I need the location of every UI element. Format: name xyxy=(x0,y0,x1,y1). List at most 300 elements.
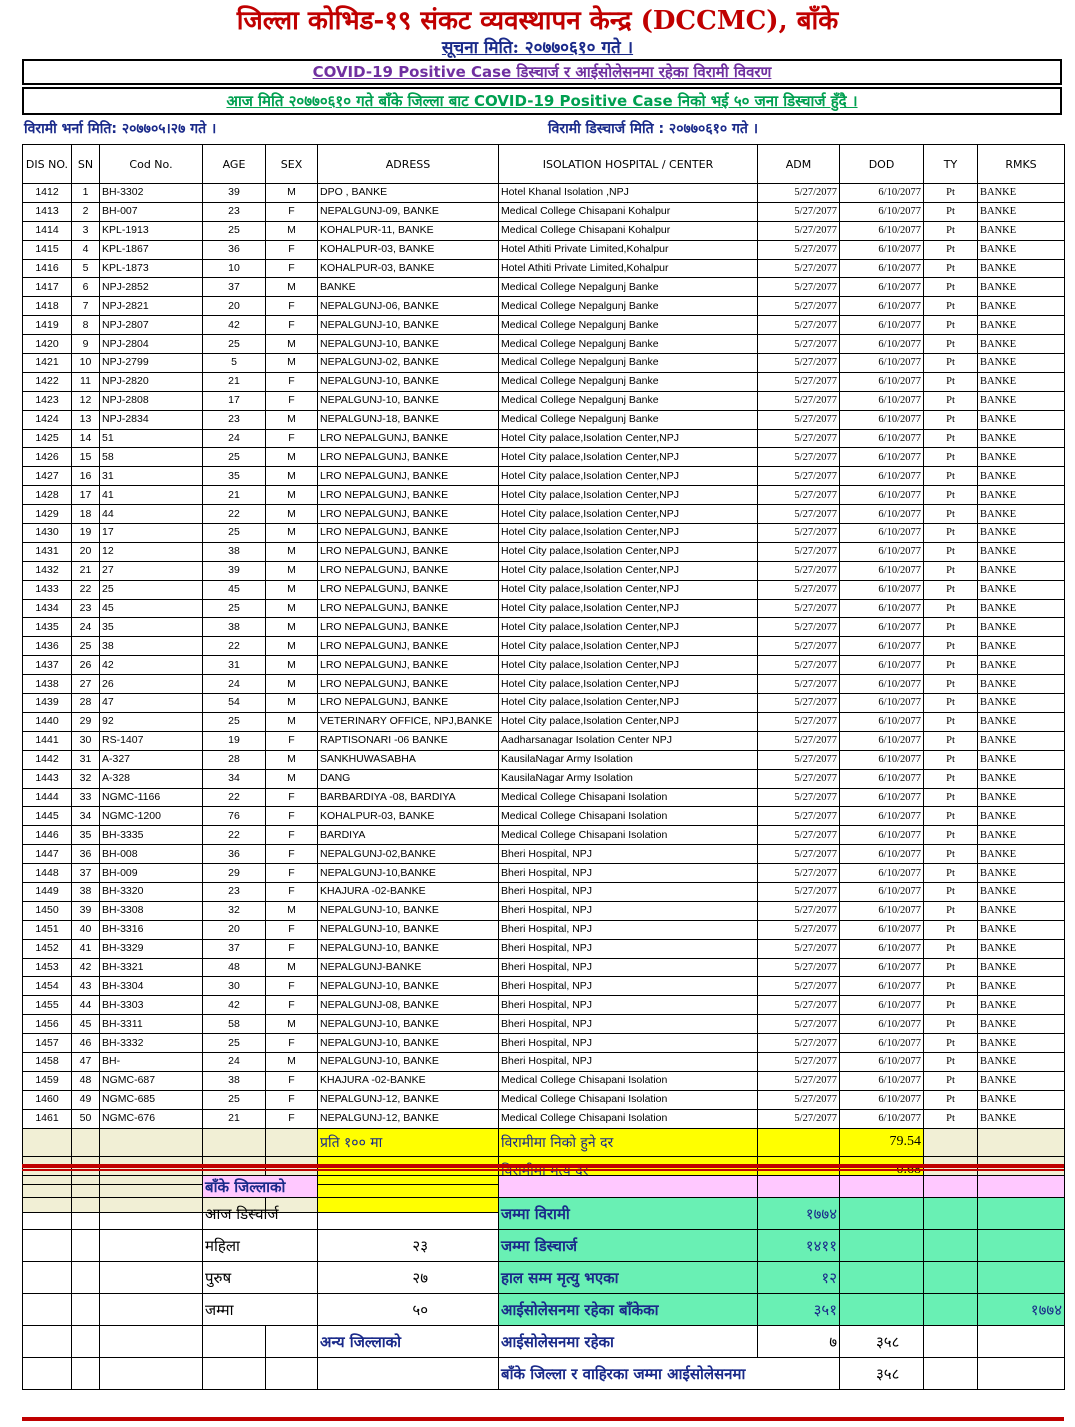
table-cell: KausilaNagar Army Isolation xyxy=(499,750,758,769)
table-row xyxy=(23,845,1065,864)
table-cell: 27 xyxy=(100,561,203,580)
table-cell: NPJ-2804 xyxy=(100,335,203,354)
table-cell: 1456 xyxy=(23,1015,72,1034)
table-cell: 5/27/2077 xyxy=(758,221,840,240)
footer-row xyxy=(23,1358,1065,1390)
table-cell: LRO NEPALGUNJ, BANKE xyxy=(318,637,499,656)
table-cell: 28 xyxy=(203,750,266,769)
table-row xyxy=(23,996,1065,1015)
isolation-banke-extra: १७७४ xyxy=(978,1294,1065,1326)
table-cell: 1449 xyxy=(23,882,72,901)
table-cell: 50 xyxy=(72,1109,100,1128)
table-cell: NEPALGUNJ-10, BANKE xyxy=(318,939,499,958)
table-cell: BANKE xyxy=(978,240,1065,259)
table-cell: 5/27/2077 xyxy=(758,712,840,731)
page-title: जिल्ला कोभिड-१९ संकट व्यवस्थापन केन्द्र (DCCMC), बाँके xyxy=(236,6,839,36)
table-cell: 33 xyxy=(72,788,100,807)
table-cell: 1440 xyxy=(23,712,72,731)
table-row xyxy=(23,731,1065,750)
table-cell: NEPALGUNJ-02,BANKE xyxy=(318,845,499,864)
table-cell: 1444 xyxy=(23,788,72,807)
table-cell: M xyxy=(266,958,318,977)
table-cell: 1447 xyxy=(23,845,72,864)
table-cell: LRO NEPALGUNJ, BANKE xyxy=(318,429,499,448)
table-cell: 24 xyxy=(203,675,266,694)
table-cell: 23 xyxy=(72,599,100,618)
table-cell: 5/27/2077 xyxy=(758,1052,840,1071)
table-cell: 13 xyxy=(72,410,100,429)
divider-bar xyxy=(22,1169,1064,1171)
table-cell: Hotel City palace,Isolation Center,NPJ xyxy=(499,712,758,731)
table-cell: Medical College Chisapani Isolation xyxy=(499,1090,758,1109)
table-cell: BANKE xyxy=(978,542,1065,561)
female-value: २३ xyxy=(318,1230,499,1262)
table-cell: BANKE xyxy=(978,712,1065,731)
table-cell: Medical College Nepalgunj Banke xyxy=(499,335,758,354)
table-cell: BANKE xyxy=(978,731,1065,750)
table-cell: F xyxy=(266,372,318,391)
table-cell: 1416 xyxy=(23,259,72,278)
table-cell: LRO NEPALGUNJ, BANKE xyxy=(318,656,499,675)
table-cell: Pt xyxy=(924,788,978,807)
col-header: RMKS xyxy=(978,145,1065,184)
table-cell: Hotel City palace,Isolation Center,NPJ xyxy=(499,618,758,637)
table-cell: BANKE xyxy=(978,580,1065,599)
table-cell: BANKE xyxy=(978,316,1065,335)
table-cell: M xyxy=(266,184,318,203)
table-cell: 6/10/2077 xyxy=(840,977,924,996)
table-cell: 5/27/2077 xyxy=(758,297,840,316)
table-cell: 28 xyxy=(72,694,100,713)
table-cell: Bheri Hospital, NPJ xyxy=(499,845,758,864)
table-cell: 19 xyxy=(72,524,100,543)
table-cell: Pt xyxy=(924,561,978,580)
table-cell: Pt xyxy=(924,184,978,203)
table-cell: BH-009 xyxy=(100,864,203,883)
table-cell: 25 xyxy=(203,712,266,731)
table-cell: NPJ-2852 xyxy=(100,278,203,297)
table-cell: LRO NEPALGUNJ, BANKE xyxy=(318,694,499,713)
table-cell: Medical College Chisapani Isolation xyxy=(499,1109,758,1128)
col-header: ADM xyxy=(758,145,840,184)
table-cell: BANKE xyxy=(978,448,1065,467)
report-subtitle: COVID-19 Positive Case डिस्चार्ज र आईसोलेसनमा रहेका विरामी विवरण xyxy=(22,59,1062,85)
table-cell: 1428 xyxy=(23,486,72,505)
table-cell: 5/27/2077 xyxy=(758,920,840,939)
table-cell: BANKE xyxy=(978,807,1065,826)
table-cell: 11 xyxy=(72,372,100,391)
table-cell: BANKE xyxy=(978,467,1065,486)
table-cell: Bheri Hospital, NPJ xyxy=(499,977,758,996)
table-cell: 19 xyxy=(203,731,266,750)
table-cell: Bheri Hospital, NPJ xyxy=(499,996,758,1015)
table-cell: M xyxy=(266,694,318,713)
table-cell: M xyxy=(266,278,318,297)
table-cell: KOHALPUR-11, BANKE xyxy=(318,221,499,240)
table-cell: M xyxy=(266,486,318,505)
table-cell: Pt xyxy=(924,712,978,731)
table-cell: 25 xyxy=(100,580,203,599)
table-cell: M xyxy=(266,410,318,429)
table-cell: RAPTISONARI -06 BANKE xyxy=(318,731,499,750)
table-cell: 5/27/2077 xyxy=(758,694,840,713)
table-cell: NEPALGUNJ-06, BANKE xyxy=(318,297,499,316)
table-cell: Pt xyxy=(924,467,978,486)
table-cell: Pt xyxy=(924,1109,978,1128)
table-cell: KPL-1873 xyxy=(100,259,203,278)
table-row xyxy=(23,675,1065,694)
table-cell: M xyxy=(266,1015,318,1034)
col-header: SEX xyxy=(266,145,318,184)
table-cell: F xyxy=(266,259,318,278)
table-cell: NEPALGUNJ-18, BANKE xyxy=(318,410,499,429)
table-cell: BH-3311 xyxy=(100,1015,203,1034)
table-cell: BANKE xyxy=(978,1052,1065,1071)
table-cell: 6/10/2077 xyxy=(840,599,924,618)
table-cell: Pt xyxy=(924,372,978,391)
table-cell: 5/27/2077 xyxy=(758,618,840,637)
table-cell: 6/10/2077 xyxy=(840,335,924,354)
table-cell: M xyxy=(266,448,318,467)
table-row xyxy=(23,316,1065,335)
table-cell: NPJ-2799 xyxy=(100,354,203,373)
table-row xyxy=(23,882,1065,901)
table-cell: BH-3304 xyxy=(100,977,203,996)
table-cell: BANKE xyxy=(978,656,1065,675)
table-cell: 38 xyxy=(203,542,266,561)
table-cell: 39 xyxy=(203,561,266,580)
table-cell: LRO NEPALGUNJ, BANKE xyxy=(318,542,499,561)
table-row xyxy=(23,807,1065,826)
table-cell: LRO NEPALGUNJ, BANKE xyxy=(318,561,499,580)
table-cell: 45 xyxy=(203,580,266,599)
table-cell: 5/27/2077 xyxy=(758,1071,840,1090)
table-cell: 1457 xyxy=(23,1034,72,1053)
male-value: २७ xyxy=(318,1262,499,1294)
table-cell: 6/10/2077 xyxy=(840,845,924,864)
table-cell: 1415 xyxy=(23,240,72,259)
table-cell: 5/27/2077 xyxy=(758,1109,840,1128)
table-cell: Hotel City palace,Isolation Center,NPJ xyxy=(499,429,758,448)
table-cell: 1459 xyxy=(23,1071,72,1090)
table-cell: 35 xyxy=(100,618,203,637)
table-cell: 21 xyxy=(72,561,100,580)
table-cell: BANKE xyxy=(978,278,1065,297)
table-cell: 58 xyxy=(203,1015,266,1034)
table-cell: NGMC-1200 xyxy=(100,807,203,826)
table-row xyxy=(23,202,1065,221)
table-cell: LRO NEPALGUNJ, BANKE xyxy=(318,524,499,543)
table-cell: Bheri Hospital, NPJ xyxy=(499,901,758,920)
notice-date: सूचना मिति: २०७७०६१० गते । xyxy=(441,38,634,58)
table-cell: 42 xyxy=(100,656,203,675)
table-cell: LRO NEPALGUNJ, BANKE xyxy=(318,599,499,618)
table-cell: 25 xyxy=(203,1034,266,1053)
table-cell: NEPALGUNJ-08, BANKE xyxy=(318,996,499,1015)
table-cell: NPJ-2834 xyxy=(100,410,203,429)
table-cell: Pt xyxy=(924,694,978,713)
table-cell: M xyxy=(266,656,318,675)
deaths-value: १२ xyxy=(758,1262,840,1294)
table-cell: 42 xyxy=(203,996,266,1015)
table-cell: NEPALGUNJ-10, BANKE xyxy=(318,1015,499,1034)
table-row xyxy=(23,694,1065,713)
table-cell: 6/10/2077 xyxy=(840,184,924,203)
col-header: ISOLATION HOSPITAL / CENTER xyxy=(499,145,758,184)
table-row xyxy=(23,1090,1065,1109)
table-cell: NEPALGUNJ-10, BANKE xyxy=(318,920,499,939)
table-cell: LRO NEPALGUNJ, BANKE xyxy=(318,580,499,599)
table-cell: 5/27/2077 xyxy=(758,939,840,958)
table-cell: 38 xyxy=(72,882,100,901)
table-cell: 25 xyxy=(203,599,266,618)
table-cell: BANKE xyxy=(318,278,499,297)
table-cell: Pt xyxy=(924,316,978,335)
table-cell: BANKE xyxy=(978,184,1065,203)
table-cell: BANKE xyxy=(978,977,1065,996)
table-cell: 6/10/2077 xyxy=(840,580,924,599)
table-row xyxy=(23,826,1065,845)
table-cell: 5/27/2077 xyxy=(758,1034,840,1053)
table-cell: 6/10/2077 xyxy=(840,882,924,901)
table-cell: 5/27/2077 xyxy=(758,637,840,656)
table-cell: BH-3321 xyxy=(100,958,203,977)
table-cell: Bheri Hospital, NPJ xyxy=(499,939,758,958)
table-cell: BANKE xyxy=(978,221,1065,240)
table-cell: M xyxy=(266,354,318,373)
table-cell: 46 xyxy=(72,1034,100,1053)
table-cell: 23 xyxy=(203,202,266,221)
table-cell: 1418 xyxy=(23,297,72,316)
table-cell: NEPALGUNJ-10, BANKE xyxy=(318,1052,499,1071)
table-cell: 45 xyxy=(72,1015,100,1034)
table-row xyxy=(23,410,1065,429)
table-cell: 31 xyxy=(203,656,266,675)
footer-table xyxy=(22,1175,1065,1390)
table-cell: Pt xyxy=(924,864,978,883)
table-cell: Pt xyxy=(924,618,978,637)
table-cell: 6/10/2077 xyxy=(840,278,924,297)
table-cell: 5/27/2077 xyxy=(758,788,840,807)
col-header: AGE xyxy=(203,145,266,184)
table-cell: 1458 xyxy=(23,1052,72,1071)
table-cell: 20 xyxy=(72,542,100,561)
col-header: DIS NO. xyxy=(23,145,72,184)
table-cell: Pt xyxy=(924,882,978,901)
table-cell: 6/10/2077 xyxy=(840,901,924,920)
table-cell: 44 xyxy=(72,996,100,1015)
total-patients-value: १७७४ xyxy=(758,1198,840,1230)
table-cell: 1417 xyxy=(23,278,72,297)
table-cell: M xyxy=(266,675,318,694)
table-cell: F xyxy=(266,920,318,939)
table-cell: 18 xyxy=(72,505,100,524)
deaths-label: हाल सम्म मृत्यु भएका xyxy=(499,1262,758,1294)
table-cell: 92 xyxy=(100,712,203,731)
table-cell: Pt xyxy=(924,1015,978,1034)
table-cell: BANKE xyxy=(978,1109,1065,1128)
table-cell: Pt xyxy=(924,580,978,599)
table-cell: 40 xyxy=(72,920,100,939)
table-cell: 17 xyxy=(203,391,266,410)
table-cell: 15 xyxy=(72,448,100,467)
table-cell: 6/10/2077 xyxy=(840,769,924,788)
footer-row xyxy=(23,1262,1065,1294)
table-cell: 1441 xyxy=(23,731,72,750)
table-cell: 6/10/2077 xyxy=(840,675,924,694)
table-cell: Hotel City palace,Isolation Center,NPJ xyxy=(499,505,758,524)
table-cell: 6/10/2077 xyxy=(840,486,924,505)
table-cell: BANKE xyxy=(978,637,1065,656)
table-cell: DPO , BANKE xyxy=(318,184,499,203)
table-cell: F xyxy=(266,1090,318,1109)
table-cell: 5/27/2077 xyxy=(758,240,840,259)
table-cell: NPJ-2820 xyxy=(100,372,203,391)
table-cell: BANKE xyxy=(978,1034,1065,1053)
table-cell: 5/27/2077 xyxy=(758,807,840,826)
table-cell: 5/27/2077 xyxy=(758,656,840,675)
table-cell: M xyxy=(266,750,318,769)
table-cell: 16 xyxy=(72,467,100,486)
table-cell: M xyxy=(266,618,318,637)
table-cell: F xyxy=(266,845,318,864)
table-cell: 42 xyxy=(72,958,100,977)
table-row xyxy=(23,580,1065,599)
table-cell: 5/27/2077 xyxy=(758,372,840,391)
table-cell: Medical College Chisapani Kohalpur xyxy=(499,202,758,221)
table-cell: BANKE xyxy=(978,1015,1065,1034)
table-cell: Hotel City palace,Isolation Center,NPJ xyxy=(499,524,758,543)
table-cell: BANKE xyxy=(978,429,1065,448)
table-cell: DANG xyxy=(318,769,499,788)
table-cell: 5/27/2077 xyxy=(758,977,840,996)
table-cell: BANKE xyxy=(978,335,1065,354)
table-cell: Bheri Hospital, NPJ xyxy=(499,1015,758,1034)
table-cell: 37 xyxy=(203,278,266,297)
table-row xyxy=(23,372,1065,391)
table-cell: 25 xyxy=(203,221,266,240)
table-cell: NEPALGUNJ-10, BANKE xyxy=(318,316,499,335)
recovery-rate-label: विरामीमा निको हुने दर xyxy=(499,1128,758,1156)
table-cell: 6/10/2077 xyxy=(840,391,924,410)
table-cell: LRO NEPALGUNJ, BANKE xyxy=(318,505,499,524)
table-cell: 44 xyxy=(100,505,203,524)
table-cell: Pt xyxy=(924,939,978,958)
table-cell: 5/27/2077 xyxy=(758,864,840,883)
table-cell: RS-1407 xyxy=(100,731,203,750)
table-cell: Aadharsanagar Isolation Center NPJ xyxy=(499,731,758,750)
female-label: महिला xyxy=(203,1230,318,1262)
table-cell: Hotel City palace,Isolation Center,NPJ xyxy=(499,599,758,618)
table-cell: Pt xyxy=(924,920,978,939)
table-cell: 6/10/2077 xyxy=(840,354,924,373)
table-cell: M xyxy=(266,335,318,354)
table-row xyxy=(23,354,1065,373)
table-cell: BANKE xyxy=(978,486,1065,505)
table-cell: 32 xyxy=(203,901,266,920)
table-cell: NEPALGUNJ-10, BANKE xyxy=(318,372,499,391)
table-cell: 24 xyxy=(203,1052,266,1071)
table-cell: 5/27/2077 xyxy=(758,675,840,694)
table-cell: BANKE xyxy=(978,750,1065,769)
table-cell: 23 xyxy=(203,410,266,429)
table-cell: Hotel City palace,Isolation Center,NPJ xyxy=(499,486,758,505)
table-cell: 5/27/2077 xyxy=(758,1015,840,1034)
table-cell: 6/10/2077 xyxy=(840,694,924,713)
table-cell: 6/10/2077 xyxy=(840,467,924,486)
table-cell: 34 xyxy=(203,769,266,788)
table-cell: 5/27/2077 xyxy=(758,769,840,788)
table-cell: 5/27/2077 xyxy=(758,505,840,524)
table-cell: BANKE xyxy=(978,769,1065,788)
table-cell: Medical College Nepalgunj Banke xyxy=(499,278,758,297)
table-cell: 2 xyxy=(72,202,100,221)
table-cell: 17 xyxy=(100,524,203,543)
table-row xyxy=(23,939,1065,958)
table-cell: 5/27/2077 xyxy=(758,599,840,618)
table-cell: Hotel City palace,Isolation Center,NPJ xyxy=(499,467,758,486)
table-cell: NGMC-685 xyxy=(100,1090,203,1109)
table-cell: 1422 xyxy=(23,372,72,391)
table-cell: BANKE xyxy=(978,561,1065,580)
table-cell: 36 xyxy=(72,845,100,864)
table-cell: LRO NEPALGUNJ, BANKE xyxy=(318,618,499,637)
table-cell: 35 xyxy=(72,826,100,845)
table-cell: 5/27/2077 xyxy=(758,958,840,977)
table-cell: LRO NEPALGUNJ, BANKE xyxy=(318,467,499,486)
table-cell: 24 xyxy=(203,429,266,448)
table-cell: 5/27/2077 xyxy=(758,448,840,467)
table-cell: Pt xyxy=(924,542,978,561)
table-cell: 21 xyxy=(203,372,266,391)
table-cell: 1 xyxy=(72,184,100,203)
table-row xyxy=(23,1034,1065,1053)
table-cell: 1451 xyxy=(23,920,72,939)
table-cell: Bheri Hospital, NPJ xyxy=(499,1034,758,1053)
table-cell: 25 xyxy=(203,448,266,467)
table-cell: 24 xyxy=(72,618,100,637)
table-cell: NEPALGUNJ-10, BANKE xyxy=(318,1034,499,1053)
table-cell: 5/27/2077 xyxy=(758,467,840,486)
table-cell: KHAJURA -02-BANKE xyxy=(318,1071,499,1090)
table-cell: BANKE xyxy=(978,202,1065,221)
table-cell: Pt xyxy=(924,448,978,467)
table-cell: 31 xyxy=(100,467,203,486)
table-cell: Pt xyxy=(924,769,978,788)
table-cell: BANKE xyxy=(978,618,1065,637)
table-cell: 6/10/2077 xyxy=(840,542,924,561)
table-cell: 1430 xyxy=(23,524,72,543)
table-cell: M xyxy=(266,542,318,561)
table-row xyxy=(23,1052,1065,1071)
table-cell: 41 xyxy=(72,939,100,958)
table-cell: 39 xyxy=(203,184,266,203)
table-cell: 17 xyxy=(72,486,100,505)
table-cell: Pt xyxy=(924,1071,978,1090)
patient-table xyxy=(22,144,1065,1213)
table-cell: BH-3302 xyxy=(100,184,203,203)
table-cell: 37 xyxy=(203,939,266,958)
table-cell: 8 xyxy=(72,316,100,335)
table-cell: Medical College Nepalgunj Banke xyxy=(499,410,758,429)
table-cell: Medical College Chisapani Isolation xyxy=(499,1071,758,1090)
table-cell: BANKE xyxy=(978,354,1065,373)
table-cell: 38 xyxy=(203,618,266,637)
table-cell: KHAJURA -02-BANKE xyxy=(318,882,499,901)
table-cell: NGMC-687 xyxy=(100,1071,203,1090)
table-cell: 29 xyxy=(72,712,100,731)
table-cell: 6/10/2077 xyxy=(840,1034,924,1053)
